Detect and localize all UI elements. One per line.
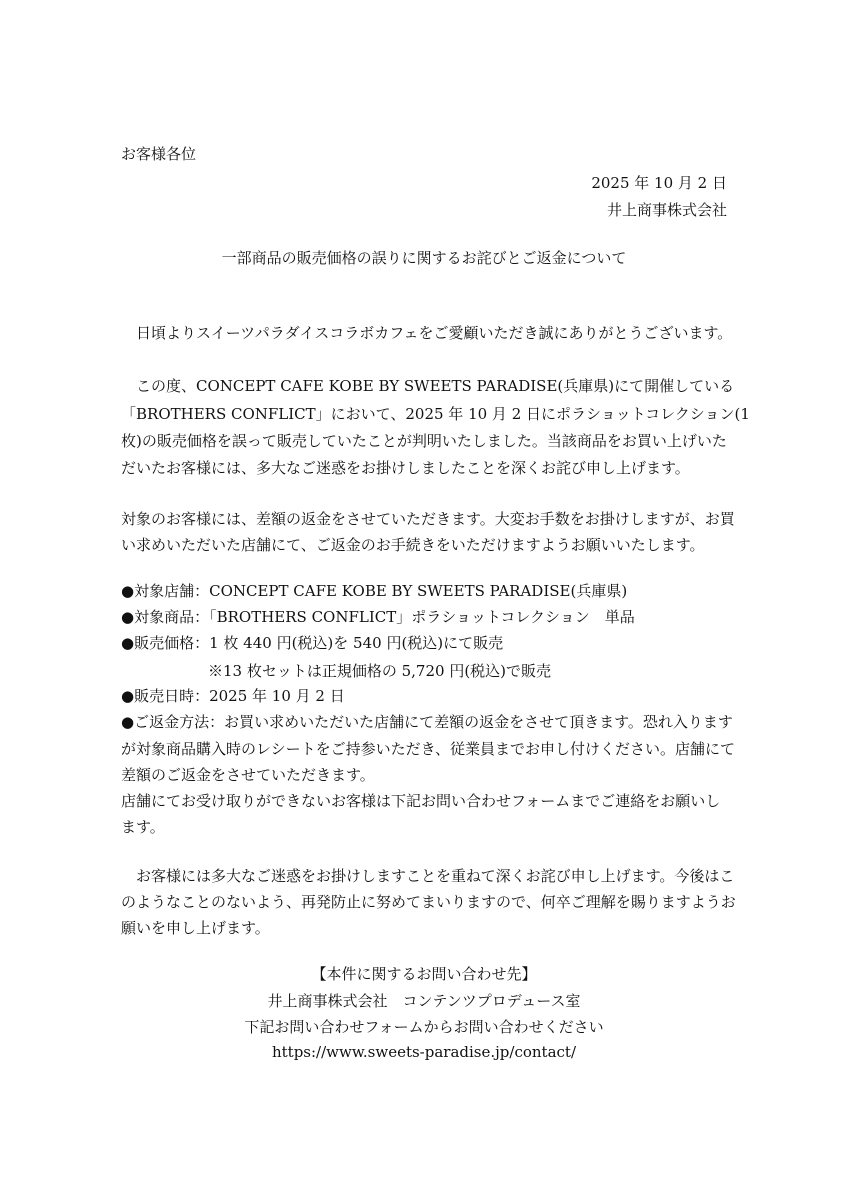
detail-refund-line-2: が対象商品購入時のレシートをご持参いただき、従業員までお申し付けください。店舗にて bbox=[121, 740, 736, 758]
detail-sale-price: ●販売価格：1 枚 440 円(税込)を 540 円(税込)にて販売 bbox=[121, 634, 504, 652]
contact-url-link[interactable]: https://www.sweets-paradise.jp/contact/ bbox=[271, 1043, 577, 1061]
issuer-company: 井上商事株式会社 bbox=[606, 201, 727, 219]
detail-target-product: ●対象商品：「BROTHERS CONFLICT」ポラショットコレクション 単品 bbox=[121, 608, 635, 626]
detail-sale-date: ●販売日時：2025 年 10 月 2 日 bbox=[121, 687, 345, 705]
incident-line-4: だいたお客様には、多大なご迷惑をお掛けしましたことを深くお詫び申し上げます。 bbox=[121, 459, 690, 477]
refund-notice-line-2: い求めいただいた店舗にて、ご返金のお手続きをいただけますようお願いいたします。 bbox=[121, 536, 705, 554]
closing-line-3: 願いを申し上げます。 bbox=[121, 919, 270, 937]
detail-price-note: ※13 枚セットは正規価格の 5,720 円(税込)で販売 bbox=[208, 662, 552, 680]
closing-line-2: のようなことのないよう、再発防止に努めてまいりますので、何卒ご理解を賜りますようお bbox=[121, 893, 736, 911]
contact-heading: 【本件に関するお問い合わせ先】 bbox=[311, 965, 537, 983]
incident-line-2: 「BROTHERS CONFLICT」において、2025 年 10 月 2 日にポラショットコレクション(1 bbox=[121, 405, 750, 423]
detail-target-store: ●対象店舗：CONCEPT CAFE KOBE BY SWEETS PARADISE(兵庫県) bbox=[121, 582, 628, 600]
contact-instruction: 下記お問い合わせフォームからお問い合わせください bbox=[244, 1018, 604, 1036]
incident-line-3: 枚)の販売価格を誤って販売していたことが判明いたしました。当該商品をお買い上げいた bbox=[121, 432, 727, 450]
addressee: お客様各位 bbox=[121, 145, 197, 163]
document-title: 一部商品の販売価格の誤りに関するお詫びとご返金について bbox=[221, 249, 627, 267]
contact-department: 井上商事株式会社 コンテンツプロデュース室 bbox=[267, 992, 581, 1010]
detail-refund-line-4: 店舗にてお受け取りができないお客様は下記お問い合わせフォームまでご連絡をお願いし bbox=[121, 792, 721, 810]
detail-refund-line-1: ●ご返金方法：お買い求めいただいた店舗にて差額の返金をさせて頂きます。恐れ入ります bbox=[121, 713, 733, 731]
incident-line-1: この度、CONCEPT CAFE KOBE BY SWEETS PARADISE(兵庫県)にて開催している bbox=[121, 377, 735, 395]
issue-date: 2025 年 10 月 2 日 bbox=[591, 174, 727, 192]
refund-notice-line-1: 対象のお客様には、差額の返金をさせていただきます。大変お手数をお掛けしますが、お買 bbox=[121, 510, 735, 528]
detail-refund-line-3: 差額のご返金をさせていただきます。 bbox=[121, 766, 375, 784]
greeting-paragraph: 日頃よりスイーツパラダイスコラボカフェをご愛顧いただき誠にありがとうございます。 bbox=[121, 324, 733, 342]
closing-line-1: お客様には多大なご迷惑をお掛けしますことを重ねて深くお詫び申し上げます。今後はこ bbox=[121, 867, 735, 885]
detail-refund-line-5: ます。 bbox=[121, 818, 165, 836]
